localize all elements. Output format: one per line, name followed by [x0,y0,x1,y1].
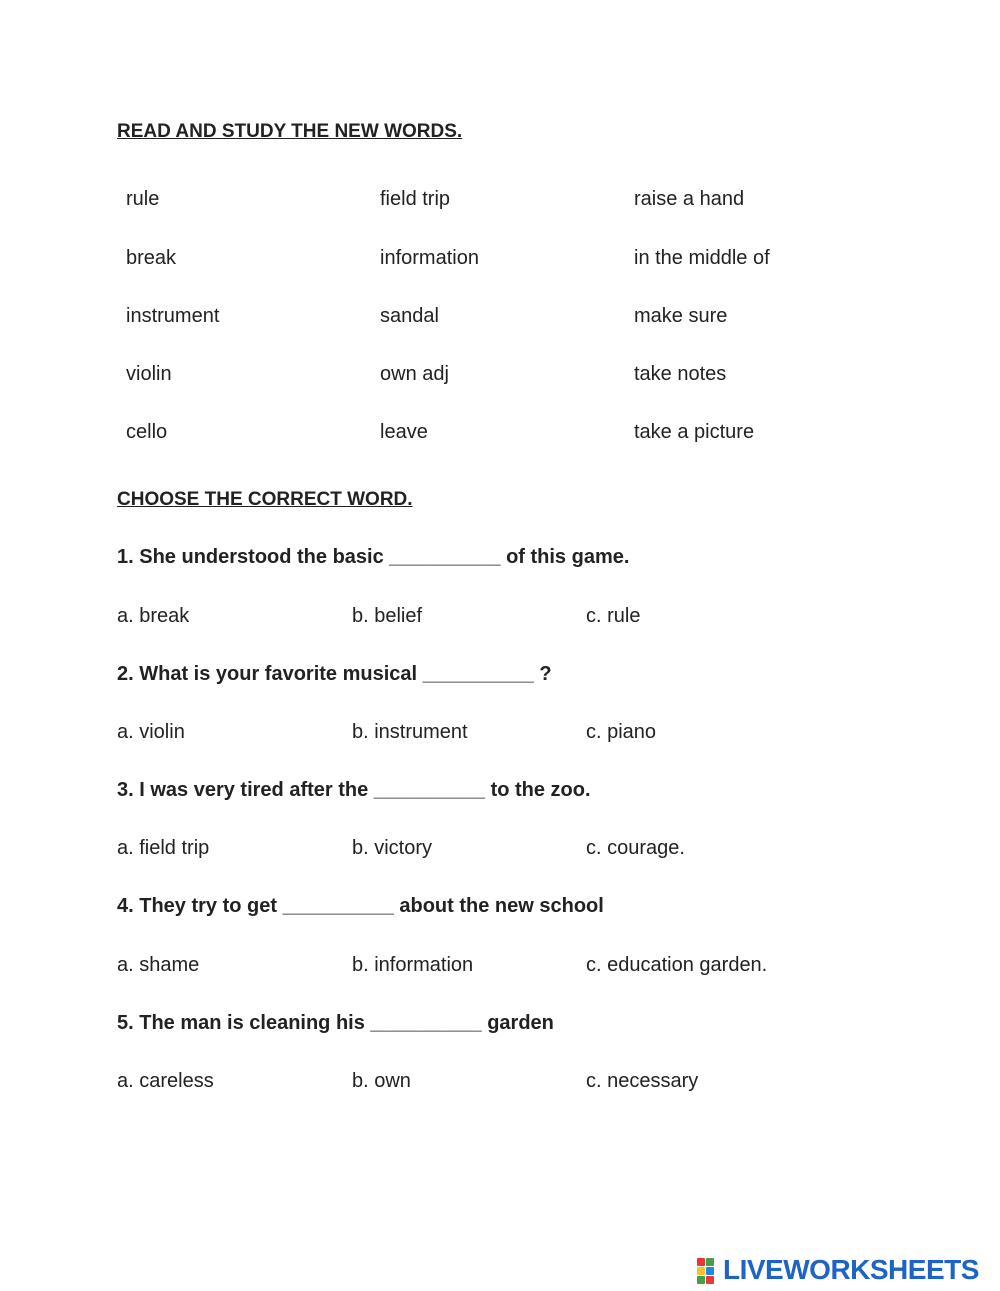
answer-option-c[interactable]: c. necessary [586,1070,699,1092]
vocab-word: take notes [634,363,727,385]
question-5: 5. The man is cleaning his __________ garden [117,1012,554,1034]
vocab-word: leave [380,421,428,443]
vocab-word: raise a hand [634,188,745,210]
question-1: 1. She understood the basic __________ of this game. [117,546,630,568]
vocab-word: take a picture [634,421,755,443]
vocab-word: information [380,247,479,269]
logo-text: LIVEWORKSHEETS [723,1254,979,1285]
vocab-row [0,361,1000,387]
vocab-word: make sure [634,305,728,327]
answer-option-c[interactable]: c. rule [586,605,641,627]
vocab-row [0,245,1000,271]
question-4: 4. They try to get __________ about the new school [117,895,604,917]
answer-option-b[interactable]: b. victory [352,837,433,859]
answer-option-c[interactable]: c. courage. [586,837,685,859]
answer-option-b[interactable]: b. information [352,954,474,976]
answer-option-b[interactable]: b. instrument [352,721,468,743]
answer-option-a[interactable]: a. shame [117,954,200,976]
question-1-options [0,603,1000,629]
question-2-options [0,719,1000,745]
vocab-word: break [126,247,177,269]
logo-tiles-icon [697,1258,721,1282]
answer-option-a[interactable]: a. careless [117,1070,214,1092]
vocab-word: sandal [380,305,439,327]
vocab-word: field trip [380,188,451,210]
vocab-word: violin [126,363,172,385]
vocab-row [0,186,1000,212]
answer-option-a[interactable]: a. field trip [117,837,210,859]
section-title-choose-word: CHOOSE THE CORRECT WORD. [117,489,413,510]
vocab-word: own adj [380,363,449,385]
vocab-row [0,303,1000,329]
question-5-options [0,1068,1000,1094]
answer-option-c[interactable]: c. piano [586,721,657,743]
vocab-word: instrument [126,305,220,327]
answer-option-b[interactable]: b. belief [352,605,423,627]
question-3: 3. I was very tired after the __________ to the zoo. [117,779,591,801]
answer-option-a[interactable]: a. break [117,605,190,627]
answer-option-b[interactable]: b. own [352,1070,411,1092]
answer-option-a[interactable]: a. violin [117,721,185,743]
vocab-word: in the middle of [634,247,770,269]
answer-option-c[interactable]: c. education garden. [586,954,768,976]
section-title-new-words: READ AND STUDY THE NEW WORDS. [117,121,463,142]
question-4-options [0,952,1000,978]
vocab-word: rule [126,188,160,210]
question-3-options [0,835,1000,861]
vocab-word: cello [126,421,168,443]
question-2: 2. What is your favorite musical __________ ? [117,663,552,685]
vocab-row [0,419,1000,445]
liveworksheets-logo [697,1255,997,1285]
